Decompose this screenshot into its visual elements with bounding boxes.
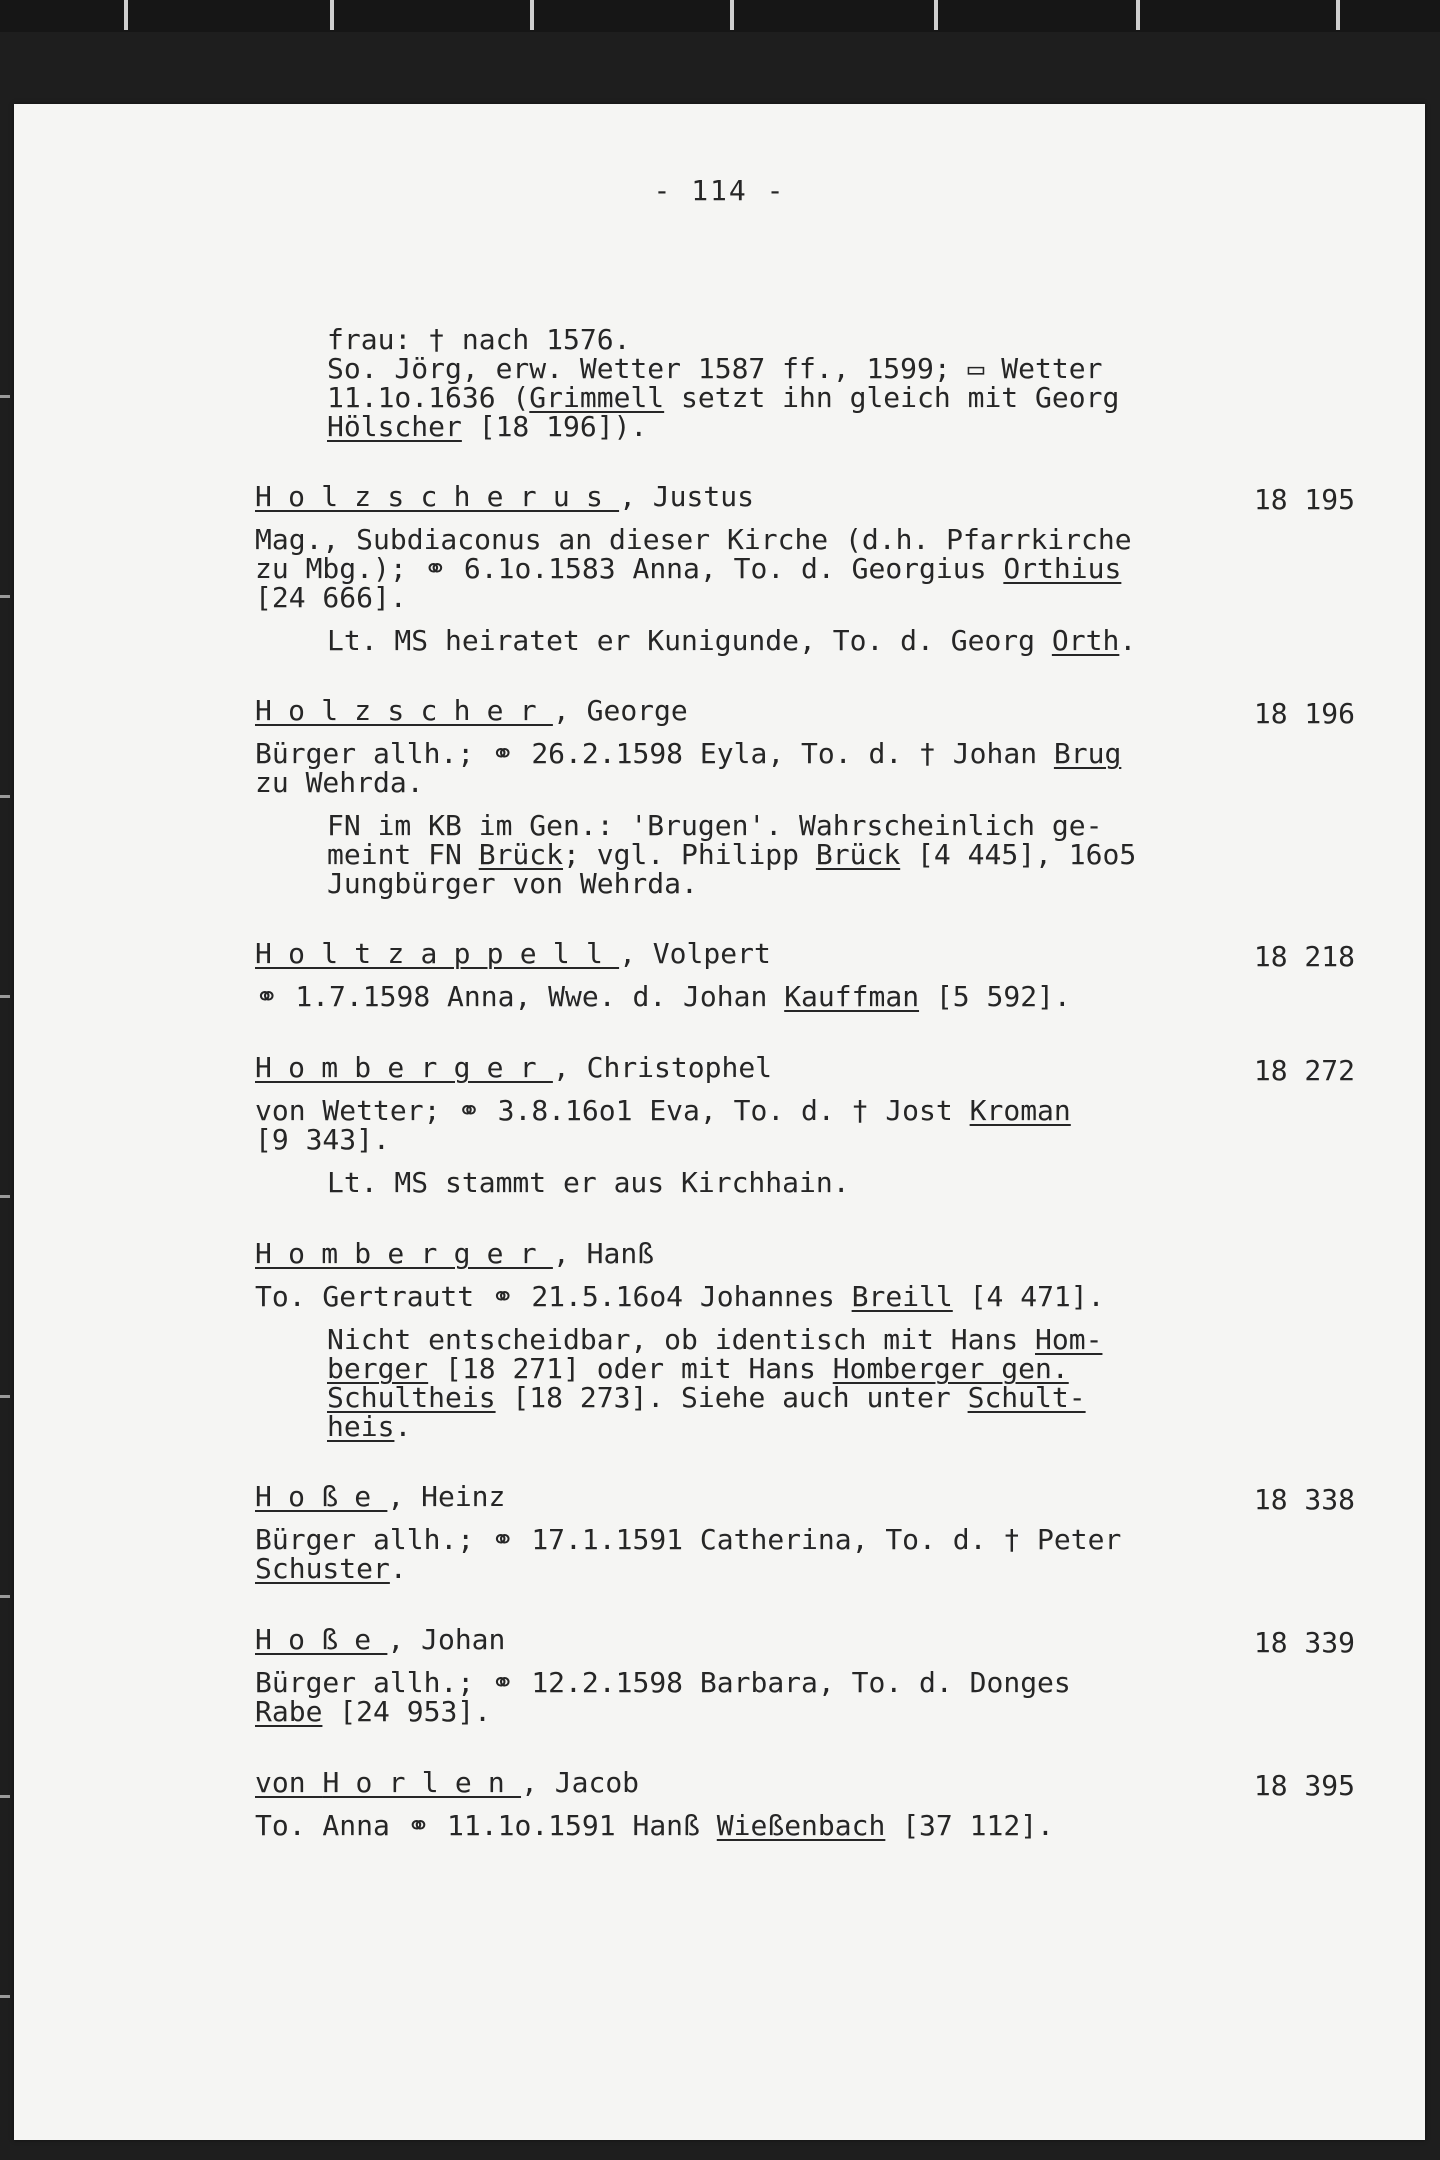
name-reference: Rabe	[255, 1695, 323, 1728]
entry-note: FN im KB im Gen.: 'Brugen'. Wahrscheinlich ge-	[327, 809, 1103, 842]
entry-note: meint FN Brück; vgl. Philipp Brück [4 445], 16o5	[327, 838, 1137, 871]
entry-line: Bürger allh.; ⚭ 26.2.1598 Eyla, To. d. † Johan Brug	[255, 737, 1122, 770]
entry-note: heis.	[327, 1410, 412, 1443]
entry-id: 18 196	[1253, 697, 1355, 730]
name-reference: Brück	[478, 838, 564, 871]
entry-heading	[255, 1051, 773, 1084]
entry-surname: Holzscherus	[255, 480, 620, 513]
entry-given-name: , Jacob	[521, 1766, 640, 1799]
entry-surname: Hoße	[255, 1623, 388, 1656]
entry-surname: Horlen	[322, 1766, 522, 1799]
intro-line: Hölscher [18 196]).	[327, 410, 648, 443]
entry-heading	[255, 1623, 506, 1656]
entry-line: Schuster.	[255, 1552, 407, 1585]
entry-id: 18 395	[1253, 1769, 1355, 1802]
entry-given-name: , George	[552, 694, 688, 727]
entry-line: To. Anna ⚭ 11.1o.1591 Hanß Wießenbach [37 112].	[255, 1809, 1054, 1842]
name-reference: heis	[327, 1410, 395, 1443]
entry-heading	[255, 480, 754, 513]
entry-heading	[255, 1766, 640, 1799]
entry-id: 18 339	[1253, 1626, 1355, 1659]
edge-mark	[0, 995, 10, 998]
entry-note: Schultheis [18 273]. Siehe auch unter Schult-	[327, 1381, 1086, 1414]
edge-mark	[0, 1795, 10, 1798]
entry-heading	[255, 937, 771, 970]
name-reference: Grimmell	[529, 381, 665, 414]
document-page	[14, 104, 1425, 2140]
edge-mark	[0, 1595, 10, 1598]
name-reference: Hölscher	[327, 410, 462, 443]
entry-surname: Hoße	[255, 1480, 388, 1513]
name-reference: Brug	[1053, 737, 1122, 770]
entry-line: von Wetter; ⚭ 3.8.16o1 Eva, To. d. † Jost Kroman	[255, 1094, 1071, 1127]
name-reference: Schultheis	[327, 1381, 496, 1414]
ruler-tick	[530, 0, 534, 30]
edge-mark	[0, 395, 10, 398]
ruler-tick	[1136, 0, 1140, 30]
entry-line: To. Gertrautt ⚭ 21.5.16o4 Johannes Breill [4 471].	[255, 1280, 1105, 1313]
entry-id: 18 338	[1253, 1483, 1355, 1516]
intro-line: frau: † nach 1576.	[327, 323, 631, 356]
entry-note: Lt. MS heiratet er Kunigunde, To. d. Georg Orth.	[327, 624, 1137, 657]
entry-line: Bürger allh.; ⚭ 12.2.1598 Barbara, To. d. Donges	[255, 1666, 1071, 1699]
ruler-tick	[730, 0, 734, 30]
ruler-tick	[934, 0, 938, 30]
entry-line: Rabe [24 953].	[255, 1695, 492, 1728]
entry-line: [9 343].	[255, 1123, 390, 1156]
name-reference: Kroman	[969, 1094, 1071, 1127]
edge-mark	[0, 795, 10, 798]
entry-note: Jungbürger von Wehrda.	[327, 867, 698, 900]
edge-mark	[0, 1195, 10, 1198]
entry-heading	[255, 1480, 506, 1513]
entry-line: Mag., Subdiaconus an dieser Kirche (d.h. Pfarrkirche	[255, 523, 1132, 556]
name-reference: Brück	[815, 838, 901, 871]
entry-given-name: , Johan	[387, 1623, 506, 1656]
edge-mark	[0, 1995, 10, 1998]
entry-heading	[255, 1237, 655, 1270]
entry-heading	[255, 694, 688, 727]
ruler-tick	[1336, 0, 1340, 30]
edge-mark	[0, 595, 10, 598]
entry-line: ⚭ 1.7.1598 Anna, Wwe. d. Johan Kauffman [5 592].	[255, 980, 1071, 1013]
entry-note: Nicht entscheidbar, ob identisch mit Hans Hom-	[327, 1323, 1103, 1356]
name-reference: Orthius	[1003, 552, 1122, 585]
entry-id: 18 272	[1253, 1054, 1355, 1087]
entry-line: zu Wehrda.	[255, 766, 424, 799]
entry-given-name: , Justus	[619, 480, 754, 513]
page-number: - 114 -	[653, 174, 786, 207]
scanner-top-strip	[0, 0, 1440, 32]
entry-given-name: , Hanß	[552, 1237, 655, 1270]
entry-given-name: , Volpert	[619, 937, 771, 970]
intro-line: 11.1o.1636 (Grimmell setzt ihn gleich mit Georg	[327, 381, 1120, 414]
entry-given-name: , Heinz	[387, 1480, 506, 1513]
ruler-tick	[330, 0, 334, 30]
name-reference: Hom-	[1035, 1323, 1103, 1356]
name-reference: Schult-	[967, 1381, 1086, 1414]
entry-id: 18 218	[1253, 940, 1355, 973]
entry-note: Lt. MS stammt er aus Kirchhain.	[327, 1166, 850, 1199]
name-reference: Orth	[1051, 624, 1120, 657]
intro-line: So. Jörg, erw. Wetter 1587 ff., 1599; ▭ Wetter	[327, 352, 1103, 385]
entry-line: zu Mbg.); ⚭ 6.1o.1583 Anna, To. d. Georgius Orthius	[255, 552, 1122, 585]
entry-note: berger [18 271] oder mit Hans Homberger gen.	[327, 1352, 1069, 1385]
entry-surname: Homberger	[255, 1051, 553, 1084]
name-reference: Breill	[851, 1280, 953, 1313]
edge-mark	[0, 1395, 10, 1398]
name-reference: Homberger gen.	[832, 1352, 1069, 1385]
entry-surname: Holzscher	[255, 694, 553, 727]
entry-line: [24 666].	[255, 581, 407, 614]
name-reference: Kauffman	[784, 980, 920, 1013]
name-reference: berger	[327, 1352, 429, 1385]
entry-line: Bürger allh.; ⚭ 17.1.1591 Catherina, To. d. † Peter	[255, 1523, 1122, 1556]
entry-surname: Homberger	[255, 1237, 553, 1270]
entry-prefix: von	[255, 1766, 323, 1799]
entry-id: 18 195	[1253, 483, 1355, 516]
entry-given-name: , Christophel	[552, 1051, 773, 1084]
ruler-tick	[124, 0, 128, 30]
name-reference: Wießenbach	[716, 1809, 886, 1842]
name-reference: Schuster	[255, 1552, 390, 1585]
entry-surname: Holtzappell	[255, 937, 620, 970]
